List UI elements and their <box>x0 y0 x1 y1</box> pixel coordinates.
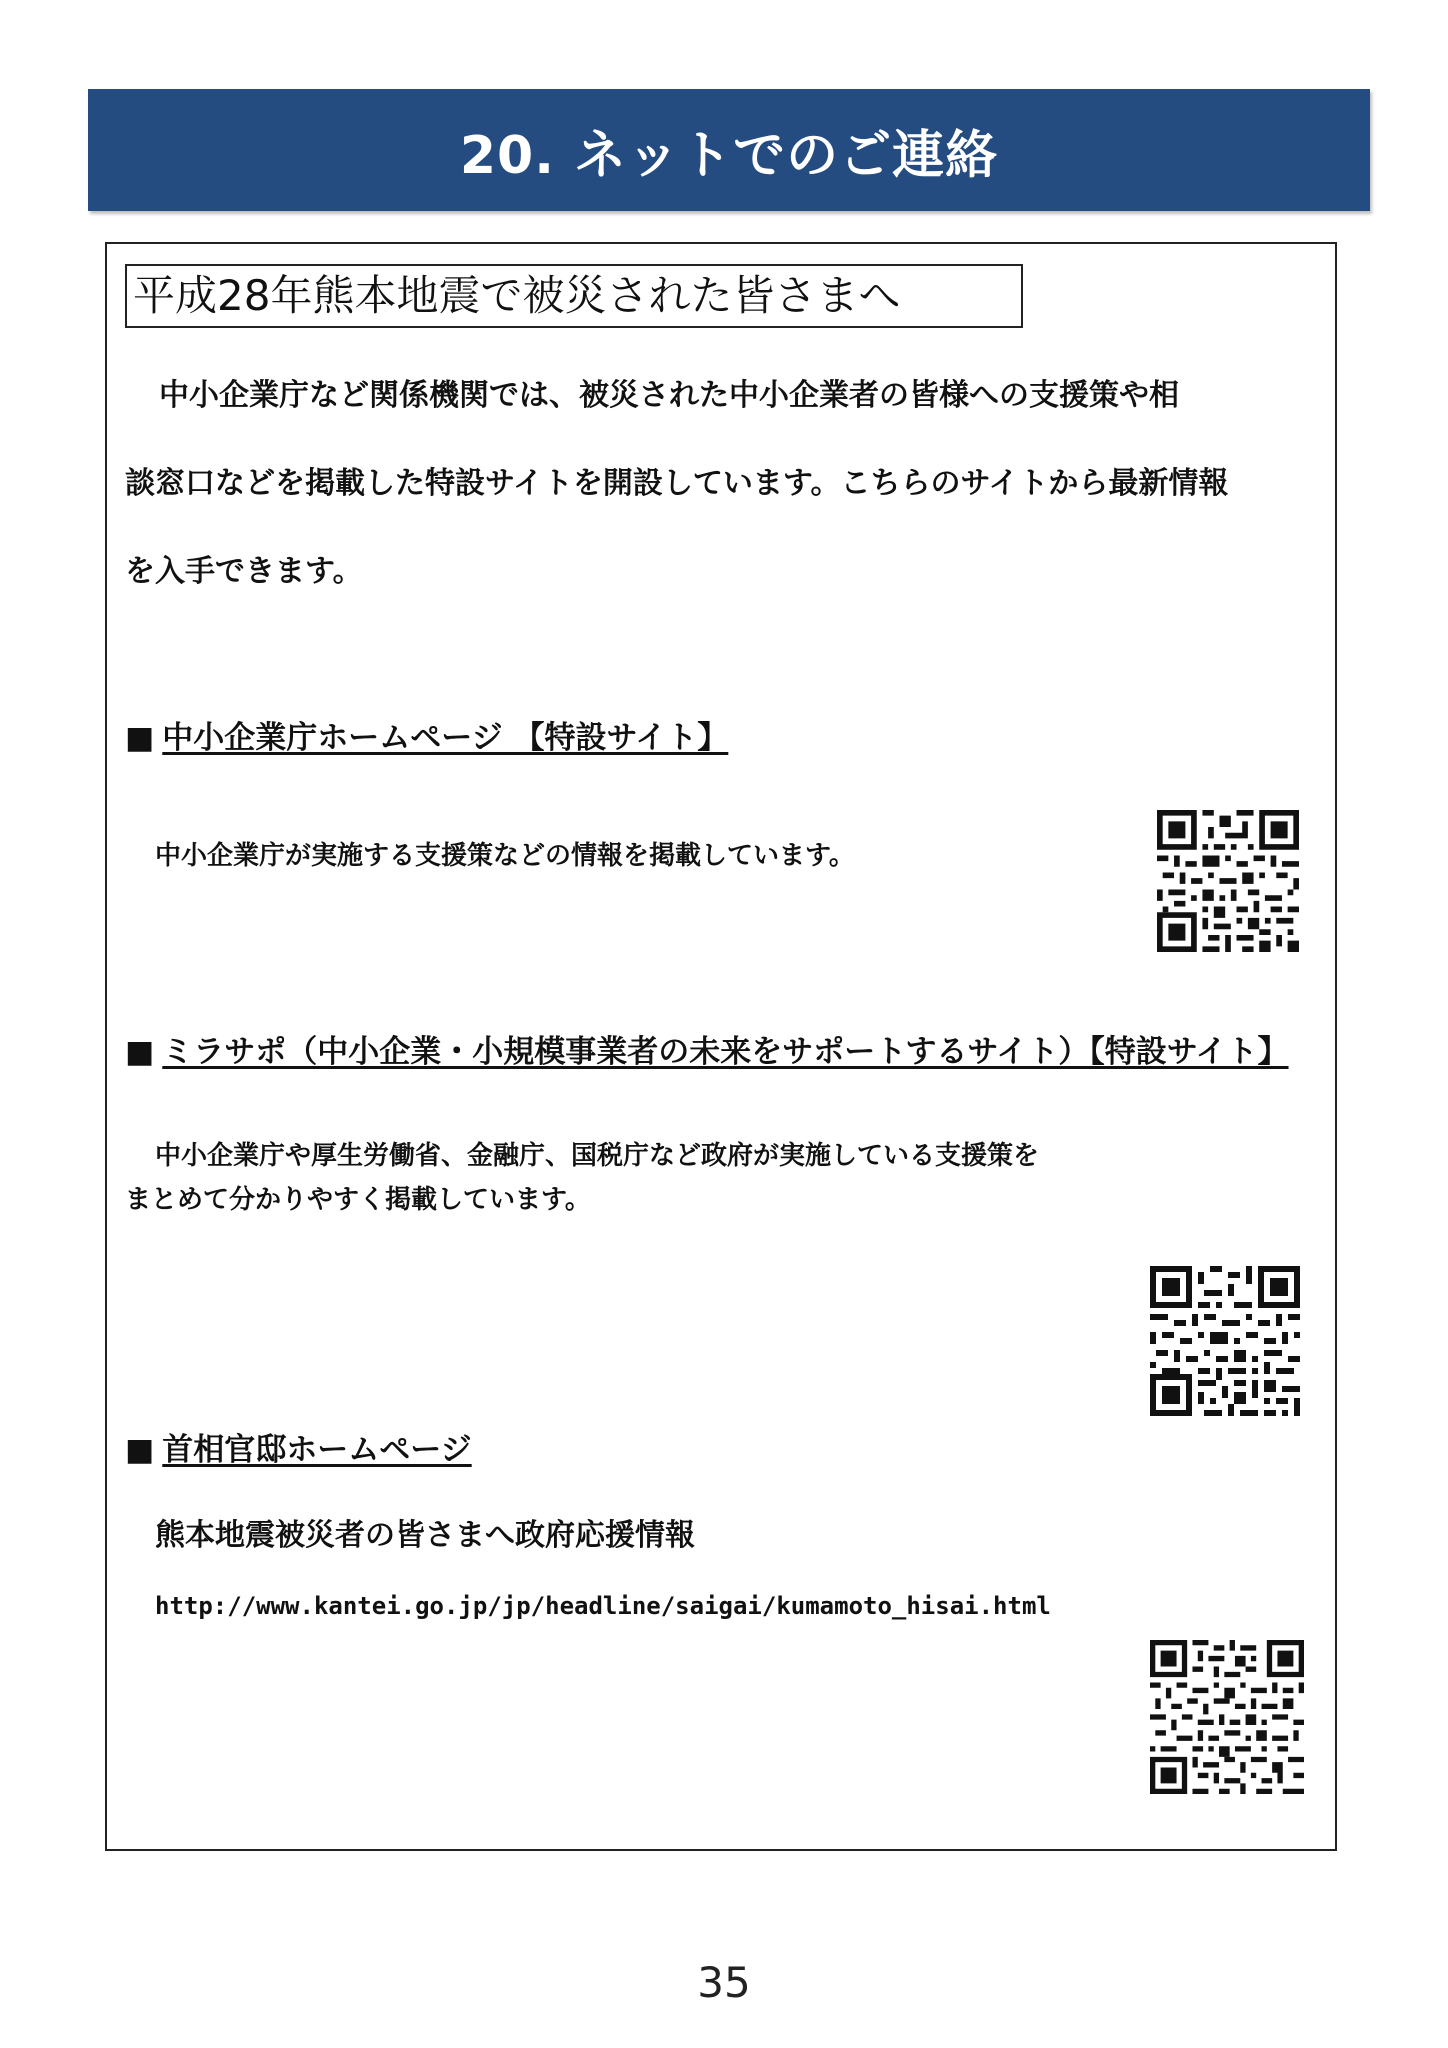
section-header <box>88 89 1370 211</box>
kantei-homepage-link[interactable]: 首相官邸ホームページ <box>162 1432 472 1468</box>
box-title: 平成28年熊本地震で被災された皆さまへ <box>125 264 1023 328</box>
description-text: まとめて分かりやすく掲載しています。 <box>125 1185 591 1215</box>
chusho-homepage-link[interactable]: 中小企業庁ホームページ 【特設サイト】 <box>162 720 729 756</box>
url-text[interactable]: http://www.kantei.go.jp/jp/headline/saigai/kumamoto_hisai.html <box>155 1592 1051 1620</box>
section-title: 20. ネットでのご連絡 <box>459 125 999 186</box>
section-description-kantei <box>125 1514 695 1558</box>
section-heading-chusho <box>125 712 728 757</box>
intro-line-2: 談窓口などを掲載した特設サイトを開設しています。こちらのサイトから最新情報 <box>125 466 1229 501</box>
bullet-square-icon: ■ <box>125 1432 155 1468</box>
intro-line <box>125 528 1325 616</box>
description-line <box>125 1178 1039 1222</box>
section-description-chusho <box>125 834 855 878</box>
intro-line-1: 中小企業庁など関係機関では、被災された中小企業者の皆様への支援策や相 <box>159 378 1179 413</box>
qr-code-icon <box>1150 1266 1300 1416</box>
intro-paragraph <box>125 352 1325 616</box>
description-text: 中小企業庁や厚生労働省、金融庁、国税庁など政府が実施している支援策を <box>155 1141 1040 1171</box>
mirasapo-link[interactable]: ミラサポ（中小企業・小規模事業者の未来をサポートするサイト）【特設サイト】 <box>162 1034 1289 1070</box>
description-text: 中小企業庁が実施する支援策などの情報を掲載しています。 <box>155 841 855 871</box>
description-text: 熊本地震被災者の皆さまへ政府応援情報 <box>155 1518 695 1553</box>
bullet-square-icon: ■ <box>125 1034 155 1070</box>
intro-line <box>125 440 1325 528</box>
intro-line <box>125 352 1325 440</box>
intro-line-3: を入手できます。 <box>125 554 363 589</box>
content-box <box>105 242 1337 1851</box>
section-description-mirasapo <box>125 1134 1039 1222</box>
kantei-url <box>125 1584 1051 1628</box>
qr-code-icon <box>1150 1640 1304 1794</box>
page-number: 35 <box>697 1958 751 2007</box>
qr-code-icon <box>1157 810 1299 952</box>
description-line <box>125 1134 1039 1178</box>
section-heading-mirasapo <box>125 1026 1289 1071</box>
section-heading-kantei <box>125 1424 472 1469</box>
bullet-square-icon: ■ <box>125 720 155 756</box>
